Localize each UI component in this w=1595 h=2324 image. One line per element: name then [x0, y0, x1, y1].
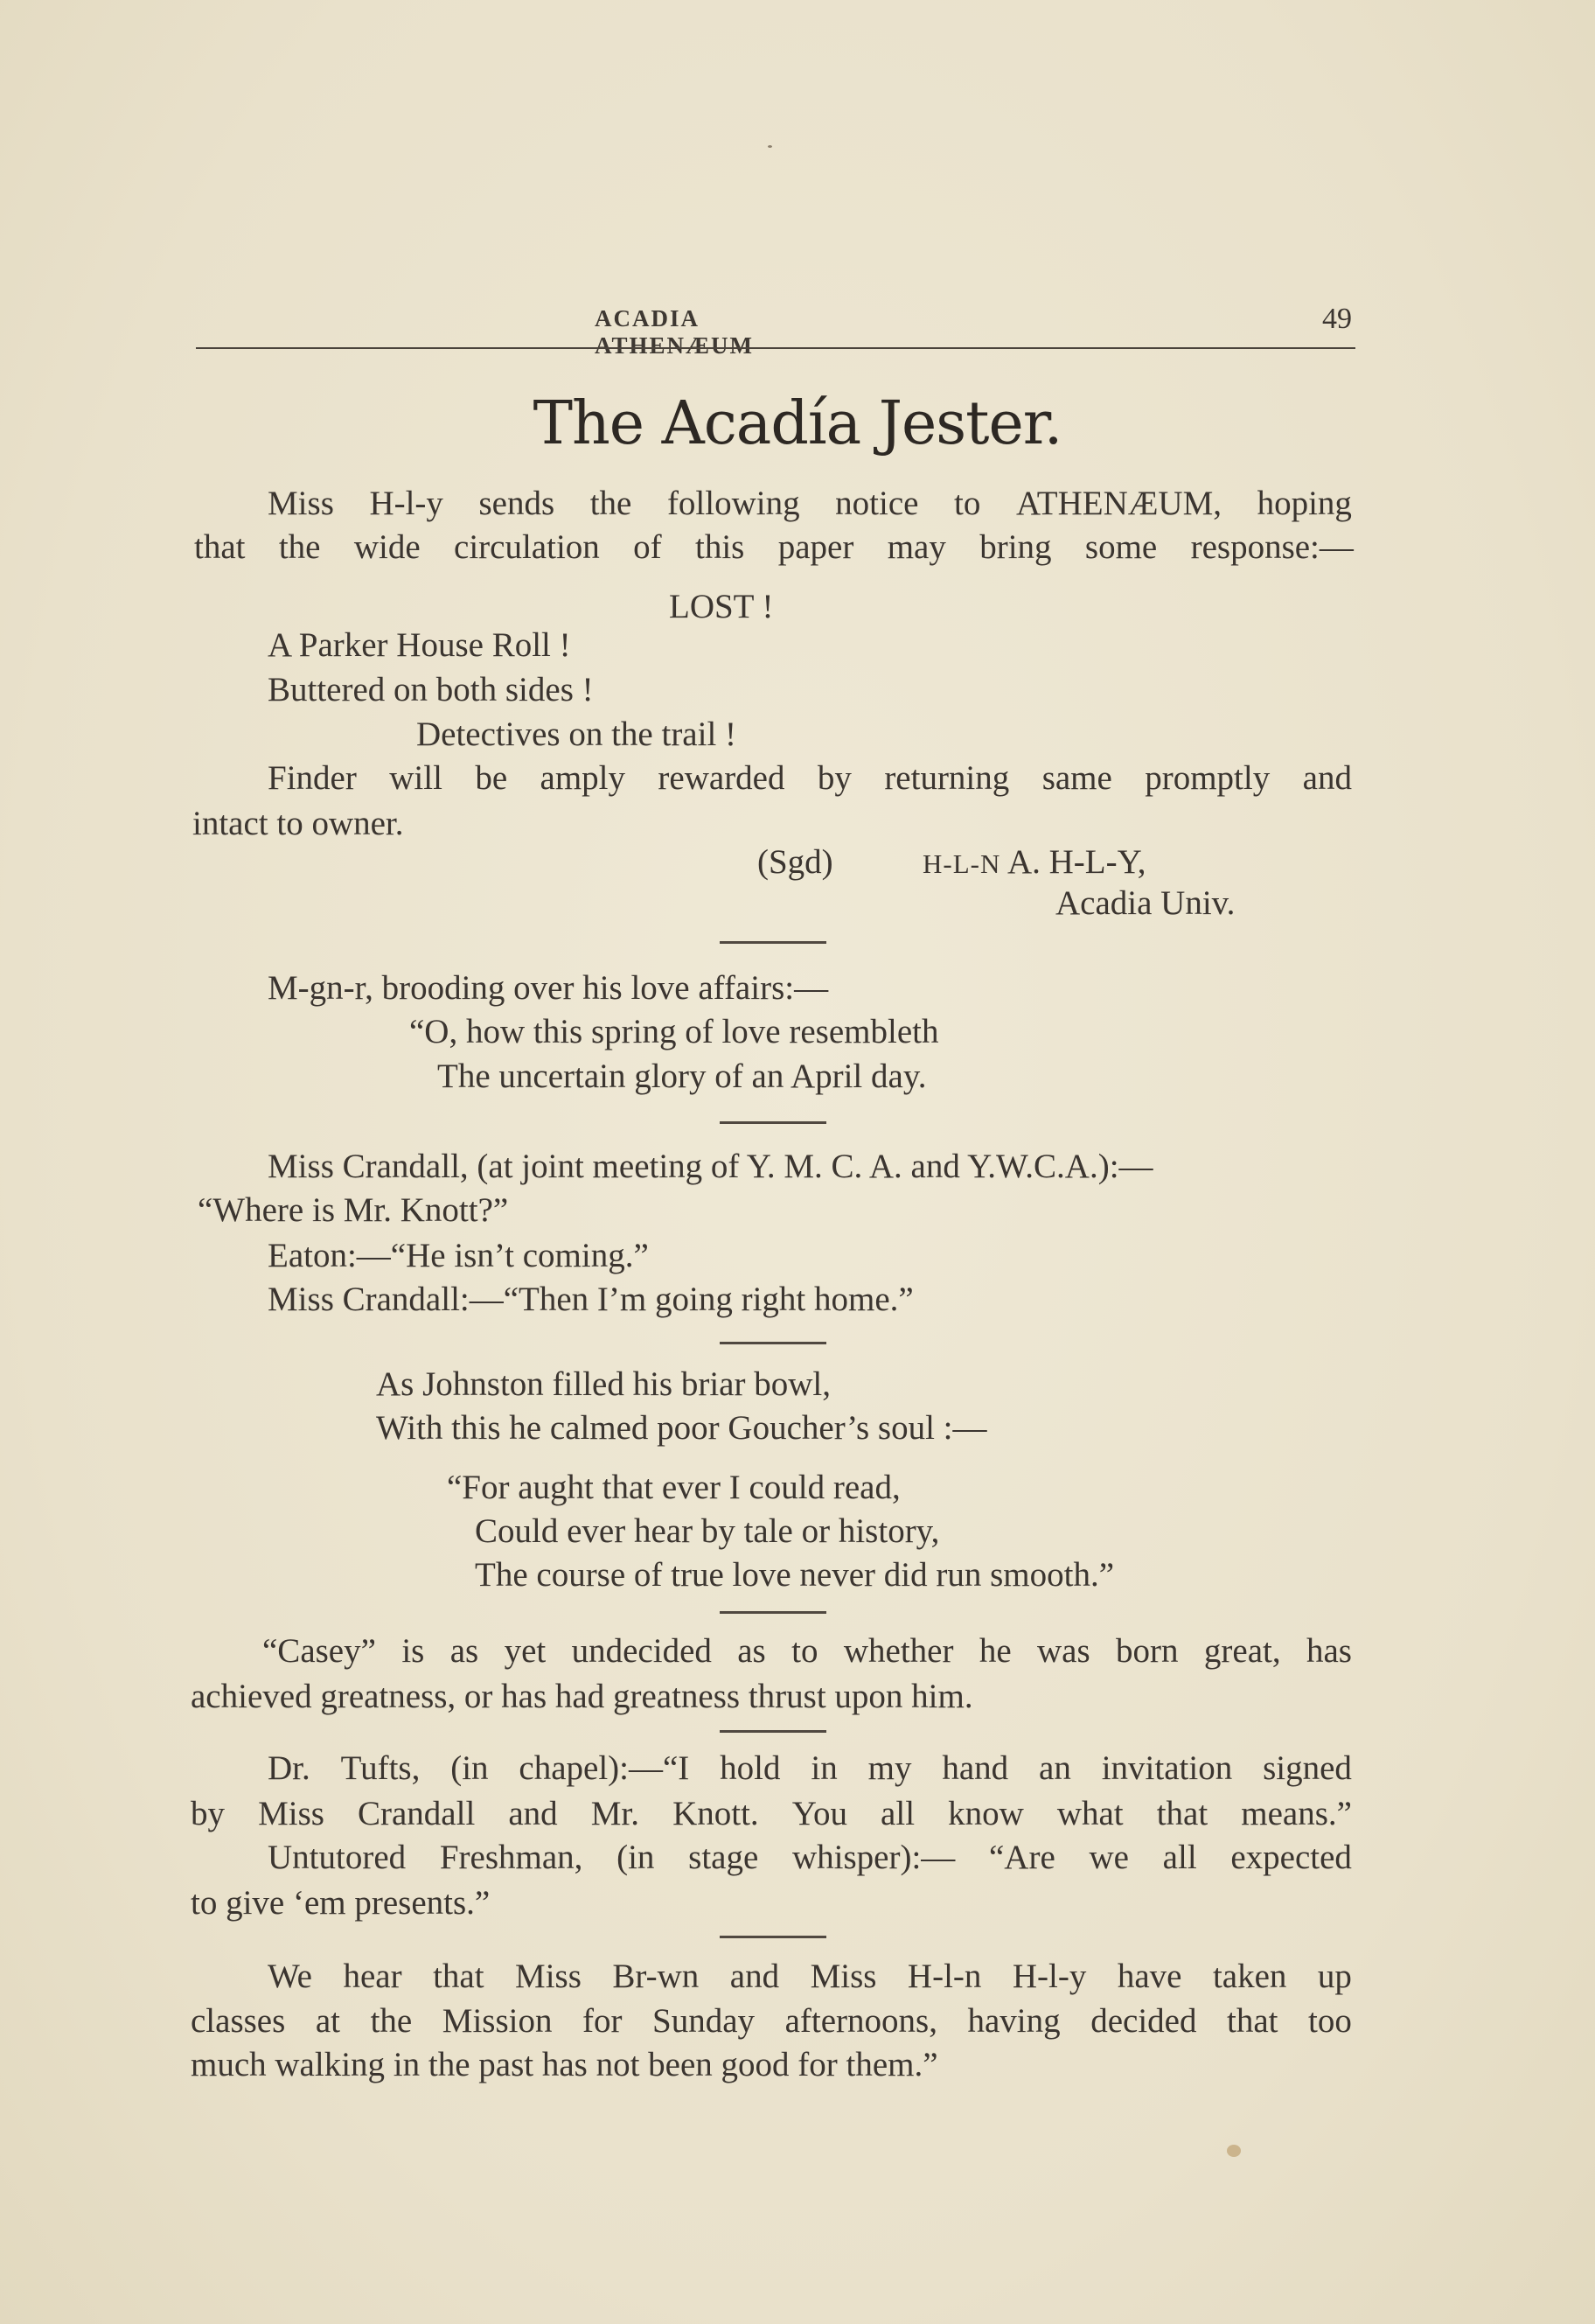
- paper-speck: [768, 145, 772, 148]
- paragraph-line: [268, 1751, 1352, 1785]
- page-number: 49: [1322, 303, 1352, 335]
- word: taken: [1212, 1958, 1287, 1995]
- paragraph-line: [191, 2004, 1352, 2038]
- word: (in: [450, 1749, 489, 1787]
- word: up: [1317, 1958, 1352, 1995]
- word: as: [737, 1632, 766, 1670]
- quote-line: The course of true love never did run smooth.”: [475, 1556, 1115, 1594]
- word: that: [433, 1958, 484, 1995]
- word: response:—: [1190, 528, 1354, 566]
- word: returning: [884, 759, 1010, 797]
- word: Miss: [268, 485, 334, 522]
- word: expected: [1230, 1839, 1352, 1876]
- quote-line: Could ever hear by tale or history,: [475, 1512, 940, 1550]
- word: whether: [843, 1632, 954, 1670]
- word: paper: [777, 528, 854, 566]
- word: may: [887, 528, 946, 566]
- section-divider: [720, 1342, 826, 1344]
- paragraph-line: to give ‘em presents.”: [191, 1884, 491, 1922]
- notice-line: Detectives on the trail !: [416, 715, 737, 753]
- word: stage: [688, 1839, 759, 1876]
- word: having: [967, 2002, 1061, 2040]
- word: Finder: [268, 759, 357, 797]
- quote-line: “For aught that ever I could read,: [447, 1469, 901, 1506]
- word: decided: [1090, 2002, 1197, 2040]
- word: has: [1306, 1632, 1352, 1670]
- word: was: [1037, 1632, 1090, 1670]
- paragraph-line: achieved greatness, or has had greatness thrust upon him.: [191, 1678, 973, 1715]
- word: Miss: [515, 1958, 582, 1995]
- verse-line: As Johnston filled his briar bowl,: [376, 1365, 831, 1403]
- paragraph-line: Miss Crandall:—“Then I’m going right home.”: [268, 1281, 914, 1318]
- word: afternoons,: [784, 2002, 937, 2040]
- word: Crandall: [358, 1795, 476, 1832]
- page-title: The Acadía Jester.: [533, 389, 1062, 458]
- word: and: [508, 1795, 558, 1832]
- word: invitation: [1101, 1749, 1233, 1787]
- word: circulation: [454, 528, 600, 566]
- paragraph-line: [268, 1959, 1352, 1993]
- paragraph-line: intact to owner.: [192, 805, 404, 842]
- paragraph-line: [268, 486, 1352, 520]
- word: hold: [720, 1749, 781, 1787]
- running-title: ACADIA ATHENÆUM: [595, 305, 754, 359]
- section-divider: [720, 1121, 826, 1124]
- word: You: [791, 1795, 847, 1832]
- word: that: [1156, 1795, 1208, 1832]
- paragraph-line: [262, 1634, 1352, 1668]
- word: in: [811, 1749, 838, 1787]
- word: that: [194, 528, 246, 566]
- word: promptly: [1145, 759, 1271, 797]
- signature: [923, 845, 1146, 879]
- word: hand: [942, 1749, 1009, 1787]
- word: is: [401, 1632, 425, 1670]
- notice-line: Buttered on both sides !: [268, 671, 594, 708]
- quote-line: “O, how this spring of love resembleth: [409, 1013, 939, 1050]
- word: have: [1117, 1958, 1182, 1995]
- word: be: [475, 759, 508, 797]
- verse-line: With this he calmed poor Goucher’s soul :—: [376, 1409, 987, 1447]
- word: H-l-y: [369, 485, 443, 522]
- word: the: [278, 528, 321, 566]
- paper-stain: [1227, 2145, 1241, 2157]
- word: bring: [979, 528, 1052, 566]
- paragraph-line: [194, 530, 1354, 564]
- paragraph-line: Eaton:—“He isn’t coming.”: [268, 1237, 649, 1274]
- word: Mission: [442, 2002, 553, 2040]
- word: chapel):—“I: [519, 1749, 690, 1787]
- word: hoping: [1257, 485, 1352, 522]
- word: Miss: [258, 1795, 324, 1832]
- word: for: [582, 2002, 623, 2040]
- section-divider: [720, 1936, 826, 1938]
- quote-line: The uncertain glory of an April day.: [437, 1057, 927, 1095]
- word: Mr.: [590, 1795, 639, 1832]
- word: and: [1302, 759, 1352, 797]
- word: as: [449, 1632, 479, 1670]
- word: classes: [191, 2002, 286, 2040]
- word: to: [954, 485, 981, 522]
- paragraph-line: [191, 1797, 1352, 1831]
- word: wide: [353, 528, 421, 566]
- paragraph-line: Miss Crandall, (at joint meeting of Y. M. C. A. and Y.W.C.A.):—: [268, 1148, 1153, 1185]
- word: Sunday: [652, 2002, 756, 2040]
- word: H-l-y: [1012, 1958, 1087, 1995]
- word: Br-wn: [612, 1958, 700, 1995]
- word: that: [1227, 2002, 1278, 2040]
- word: know: [948, 1795, 1024, 1832]
- header-rule: [196, 347, 1355, 349]
- paragraph-line: M-gn-r, brooding over his love affairs:—: [268, 969, 829, 1007]
- lost-heading: LOST !: [669, 588, 774, 625]
- section-divider: [720, 1730, 826, 1733]
- word: signed: [1263, 1749, 1352, 1787]
- section-divider: [720, 941, 826, 944]
- word: whisper):—: [791, 1839, 956, 1876]
- word: notice: [835, 485, 919, 522]
- word: means.”: [1241, 1795, 1352, 1832]
- word: what: [1056, 1795, 1124, 1832]
- word: of: [633, 528, 662, 566]
- word: to: [791, 1632, 818, 1670]
- word: (in: [616, 1839, 655, 1876]
- paragraph-line: [268, 761, 1352, 795]
- word: will: [389, 759, 442, 797]
- word: Dr.: [268, 1749, 310, 1787]
- word: same: [1041, 759, 1112, 797]
- word: amply: [540, 759, 626, 797]
- word: my: [867, 1749, 912, 1787]
- word: all: [1162, 1839, 1197, 1876]
- paragraph-line: much walking in the past has not been good for them.”: [191, 2046, 938, 2083]
- word: an: [1039, 1749, 1071, 1787]
- word: H-l-n: [907, 1958, 982, 1995]
- word: some: [1084, 528, 1158, 566]
- word: the: [370, 2002, 413, 2040]
- word: rewarded: [658, 759, 785, 797]
- word: born: [1116, 1632, 1179, 1670]
- paragraph-line: “Where is Mr. Knott?”: [198, 1191, 509, 1229]
- word: we: [1089, 1839, 1129, 1876]
- word: “Are: [989, 1839, 1055, 1876]
- signer-name: H-L-N: [923, 848, 1001, 879]
- word: Untutored: [268, 1839, 407, 1876]
- paragraph-line: [268, 1840, 1352, 1874]
- word: sends: [478, 485, 555, 522]
- section-divider: [720, 1611, 826, 1614]
- word: great,: [1203, 1632, 1281, 1670]
- word: by: [817, 759, 852, 797]
- word: he: [979, 1632, 1012, 1670]
- word: ATHENÆUM,: [1015, 485, 1222, 522]
- signed-label: (Sgd): [757, 843, 833, 881]
- word: by: [191, 1795, 225, 1832]
- word: Tufts,: [340, 1749, 421, 1787]
- word: and: [729, 1958, 780, 1995]
- word: all: [881, 1795, 916, 1832]
- notice-line: A Parker House Roll !: [268, 626, 571, 664]
- word: Freshman,: [439, 1839, 583, 1876]
- signer-name-rest: A. H-L-Y,: [1000, 843, 1146, 881]
- word: yet: [504, 1632, 547, 1670]
- word: We: [268, 1958, 312, 1995]
- word: the: [589, 485, 632, 522]
- word: hear: [343, 1958, 402, 1995]
- word: too: [1308, 2002, 1352, 2040]
- word: Miss: [810, 1958, 877, 1995]
- word: undecided: [571, 1632, 712, 1670]
- word: “Casey”: [262, 1632, 376, 1670]
- word: this: [695, 528, 745, 566]
- affiliation: Acadia Univ.: [1055, 884, 1236, 922]
- word: Knott.: [672, 1795, 759, 1832]
- word: at: [315, 2002, 341, 2040]
- word: following: [666, 485, 800, 522]
